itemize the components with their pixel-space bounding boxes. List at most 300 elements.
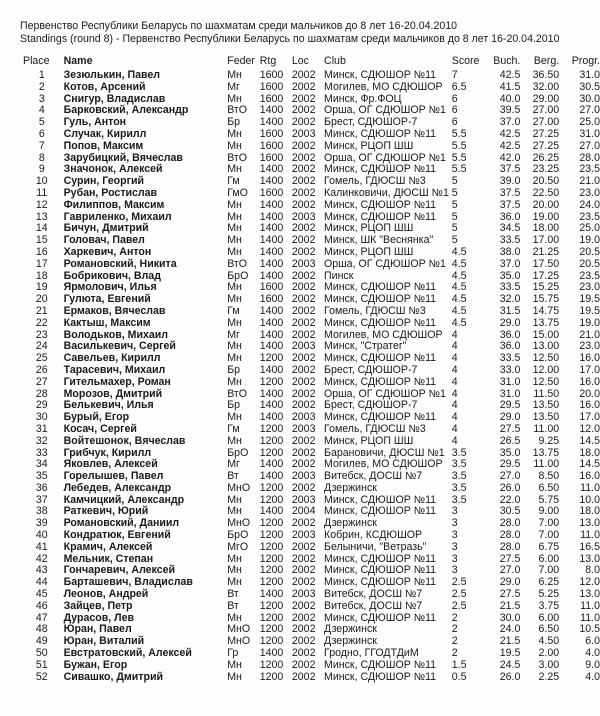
cell-progressive: 20.0 xyxy=(579,387,600,400)
cell-club: Минск, "Стратег" xyxy=(324,340,407,353)
cell-buchholz: 36.0 xyxy=(499,340,521,353)
cell-player-name: Володьков, Михаил xyxy=(63,328,169,341)
cell-club: Орша, ОГ СДЮШОР №1 xyxy=(324,151,446,164)
cell-berger: 13.75 xyxy=(532,446,560,459)
cell-score: 5.5 xyxy=(451,127,467,140)
cell-score: 5 xyxy=(451,198,458,211)
cell-player-name: Раткевич, Юрий xyxy=(63,505,149,518)
cell-progressive: 4.0 xyxy=(585,670,600,683)
cell-place: 34 xyxy=(35,458,48,471)
cell-rating: 1400 xyxy=(259,222,284,235)
cell-player-name: Сивашко, Дмитрий xyxy=(63,670,163,683)
cell-buchholz: 24.5 xyxy=(499,658,521,671)
cell-buchholz: 29.0 xyxy=(499,316,521,329)
cell-player-name: Горелышев, Павел xyxy=(63,470,164,483)
cell-place: 11 xyxy=(36,186,48,199)
cell-buchholz: 41.5 xyxy=(499,80,521,93)
cell-progressive: 13.0 xyxy=(579,517,600,530)
cell-club: Орша, ОГ СДЮШОР №1 xyxy=(324,387,446,400)
cell-birth-year: 2002 xyxy=(291,198,316,211)
cell-club: Гомель, ГДЮСШ №3 xyxy=(324,175,426,188)
cell-berger: 13.00 xyxy=(532,340,560,353)
cell-score: 3.5 xyxy=(451,458,467,471)
cell-place: 49 xyxy=(35,635,48,648)
cell-progressive: 21.0 xyxy=(579,328,600,341)
cell-berger: 7.00 xyxy=(538,564,560,577)
cell-rating: 1200 xyxy=(259,635,284,648)
cell-score: 4 xyxy=(451,387,458,400)
cell-birth-year: 2002 xyxy=(291,375,316,388)
cell-buchholz: 42.5 xyxy=(499,139,521,152)
cell-federation: БрО xyxy=(227,529,249,542)
cell-place: 12 xyxy=(35,198,48,211)
cell-club: Дзержинск xyxy=(324,481,377,494)
cell-score: 5 xyxy=(451,175,458,188)
cell-progressive: 13.0 xyxy=(579,552,600,565)
cell-berger: 12.50 xyxy=(532,375,560,388)
cell-berger: 6.50 xyxy=(538,481,560,494)
cell-place: 38 xyxy=(35,505,48,518)
cell-progressive: 16.0 xyxy=(579,470,600,483)
cell-progressive: 30.0 xyxy=(579,92,600,105)
cell-progressive: 12.0 xyxy=(579,576,600,589)
table-row xyxy=(20,672,600,684)
cell-player-name: Романовский, Никита xyxy=(63,257,177,270)
cell-place: 51 xyxy=(35,658,48,671)
cell-berger: 27.00 xyxy=(532,104,560,117)
cell-birth-year: 2002 xyxy=(291,635,316,648)
cell-score: 3.5 xyxy=(451,493,467,506)
cell-player-name: Гавриленко, Михаил xyxy=(63,210,172,223)
cell-place: 1 xyxy=(38,69,45,81)
cell-player-name: Бурый, Егор xyxy=(63,411,130,424)
cell-score: 4 xyxy=(451,422,458,435)
cell-buchholz: 33.0 xyxy=(499,363,521,376)
cell-rating: 1400 xyxy=(259,163,284,176)
cell-place: 28 xyxy=(35,387,48,400)
cell-score: 6 xyxy=(451,116,458,129)
cell-birth-year: 2002 xyxy=(291,186,316,199)
cell-club: Минск, СДЮШОР №11 xyxy=(324,564,437,577)
cell-progressive: 19.0 xyxy=(579,234,600,247)
cell-berger: 17.00 xyxy=(532,234,560,247)
cell-score: 4.5 xyxy=(451,257,467,270)
cell-club: Минск, РЦОП ШШ xyxy=(324,434,414,447)
cell-berger: 19.00 xyxy=(532,210,560,223)
cell-club: Минск, СДЮШОР №11 xyxy=(324,69,437,81)
cell-federation: Гм xyxy=(227,422,240,435)
cell-progressive: 18.0 xyxy=(579,446,600,459)
cell-player-name: Тарасевич, Михаил xyxy=(63,363,166,376)
cell-score: 4 xyxy=(451,363,458,376)
cell-berger: 7.00 xyxy=(538,529,560,542)
cell-rating: 1400 xyxy=(259,328,284,341)
cell-buchholz: 26.0 xyxy=(499,481,521,494)
cell-birth-year: 2002 xyxy=(291,281,316,294)
cell-place: 5 xyxy=(38,116,45,129)
cell-federation: ГмО xyxy=(227,186,248,199)
cell-score: 3 xyxy=(451,564,458,577)
cell-progressive: 11.0 xyxy=(580,611,600,624)
cell-buchholz: 40.0 xyxy=(499,92,521,105)
cell-federation: Мн xyxy=(227,316,242,329)
cell-berger: 13.75 xyxy=(532,316,560,329)
cell-score: 5 xyxy=(451,186,458,199)
cell-club: Брест, СДЮШОР-7 xyxy=(324,363,418,376)
cell-club: Гродно, ГГОДТДиМ xyxy=(324,647,419,660)
cell-club: Минск, СДЮШОР №11 xyxy=(324,293,437,306)
cell-federation: БрО xyxy=(227,446,249,459)
cell-progressive: 18.0 xyxy=(579,505,600,518)
cell-score: 2 xyxy=(451,647,458,660)
cell-birth-year: 2002 xyxy=(291,599,316,612)
cell-buchholz: 42.5 xyxy=(499,69,521,81)
cell-federation: Мн xyxy=(227,139,242,152)
cell-buchholz: 19.5 xyxy=(499,647,521,660)
cell-buchholz: 21.5 xyxy=(499,635,521,648)
cell-berger: 23.25 xyxy=(532,163,560,176)
cell-rating: 1400 xyxy=(259,387,284,400)
cell-berger: 8.50 xyxy=(538,470,560,483)
cell-place: 25 xyxy=(35,352,48,365)
cell-player-name: Белькевич, Илья xyxy=(63,399,154,412)
table-row xyxy=(20,483,600,495)
cell-progressive: 23.5 xyxy=(579,210,600,223)
cell-berger: 14.75 xyxy=(532,304,560,317)
cell-buchholz: 38.0 xyxy=(499,245,521,258)
table-header-row xyxy=(20,52,600,70)
cell-progressive: 19.5 xyxy=(579,293,600,306)
cell-score: 4 xyxy=(451,375,458,388)
cell-club: Минск, РЦОП ШШ xyxy=(324,222,414,235)
cell-buchholz: 28.0 xyxy=(499,517,521,530)
cell-score: 3.5 xyxy=(451,470,467,483)
cell-berger: 26.25 xyxy=(532,151,560,164)
cell-player-name: Яковлев, Алексей xyxy=(63,458,158,471)
cell-player-name: Кондратюк, Евгений xyxy=(63,529,171,542)
cell-club: Минск, Фр.ФОЦ xyxy=(324,92,402,105)
cell-progressive: 11.0 xyxy=(580,529,600,542)
cell-rating: 1400 xyxy=(259,399,284,412)
cell-rating: 1600 xyxy=(259,69,284,81)
cell-buchholz: 30.5 xyxy=(499,505,521,518)
cell-player-name: Юран, Виталий xyxy=(63,635,145,648)
cell-buchholz: 27.5 xyxy=(499,422,521,435)
cell-score: 6.5 xyxy=(451,80,467,93)
cell-berger: 20.50 xyxy=(532,175,560,188)
cell-birth-year: 2002 xyxy=(291,352,316,365)
cell-score: 3.5 xyxy=(451,481,467,494)
cell-birth-year: 2003 xyxy=(291,493,316,506)
cell-player-name: Ермаков, Вячеслав xyxy=(63,304,166,317)
cell-player-name: Гончаревич, Алексей xyxy=(63,564,176,577)
cell-birth-year: 2003 xyxy=(291,257,316,270)
cell-federation: ВтО xyxy=(227,104,248,117)
cell-federation: Мн xyxy=(227,434,242,447)
cell-federation: Мн xyxy=(227,198,242,211)
cell-club: Барановичи, ДЮСШ №1 xyxy=(324,446,445,459)
cell-federation: Гр xyxy=(227,647,239,660)
cell-rating: 1600 xyxy=(259,139,284,152)
cell-score: 4.5 xyxy=(451,293,467,306)
cell-federation: МнО xyxy=(227,623,251,636)
cell-score: 5 xyxy=(451,222,458,235)
cell-berger: 15.75 xyxy=(532,293,560,306)
cell-berger: 18.00 xyxy=(532,222,560,235)
cell-buchholz: 31.5 xyxy=(499,304,521,317)
cell-rating: 1200 xyxy=(259,564,284,577)
cell-federation: Мн xyxy=(227,493,242,506)
cell-score: 4 xyxy=(451,411,458,424)
cell-player-name: Случак, Кирилл xyxy=(63,127,147,140)
cell-player-name: Гуль, Антон xyxy=(63,116,127,129)
cell-birth-year: 2003 xyxy=(291,411,316,424)
cell-score: 4.5 xyxy=(451,281,467,294)
cell-progressive: 27.0 xyxy=(579,104,600,117)
cell-player-name: Войтешонок, Вячеслав xyxy=(63,434,186,447)
cell-club: Орша, ОГ СДЮШОР №1 xyxy=(324,257,446,270)
cell-birth-year: 2002 xyxy=(291,517,316,530)
cell-buchholz: 42.5 xyxy=(499,127,521,140)
cell-club: Дзержинск xyxy=(324,517,377,530)
cell-buchholz: 29.5 xyxy=(499,458,521,471)
cell-rating: 1200 xyxy=(259,517,284,530)
cell-score: 3 xyxy=(451,517,458,530)
cell-score: 5.5 xyxy=(451,151,467,164)
table-row xyxy=(20,601,600,613)
cell-place: 33 xyxy=(35,446,48,459)
cell-club: Минск, СДЮШОР №11 xyxy=(324,352,437,365)
cell-progressive: 23.0 xyxy=(579,340,600,353)
table-row xyxy=(20,318,600,330)
cell-birth-year: 2002 xyxy=(291,552,316,565)
cell-buchholz: 35.0 xyxy=(499,446,521,459)
cell-birth-year: 2002 xyxy=(291,316,316,329)
cell-club: Минск, СДЮШОР №11 xyxy=(324,670,437,683)
cell-birth-year: 2002 xyxy=(291,116,316,129)
cell-player-name: Барковский, Александр xyxy=(63,104,189,117)
cell-birth-year: 2002 xyxy=(291,434,316,447)
cell-birth-year: 2002 xyxy=(291,576,316,589)
cell-player-name: Лебедев, Александр xyxy=(63,481,172,494)
cell-club: Могилев, МО СДЮШОР xyxy=(324,80,443,93)
cell-player-name: Евстратовский, Алексей xyxy=(63,647,192,660)
table-row xyxy=(20,542,600,554)
cell-berger: 20.00 xyxy=(532,198,560,211)
cell-buchholz: 37.0 xyxy=(499,116,521,129)
cell-place: 19 xyxy=(35,281,48,294)
cell-rating: 1400 xyxy=(259,234,284,247)
cell-progressive: 31.0 xyxy=(579,69,600,81)
cell-player-name: Леонов, Андрей xyxy=(63,588,149,601)
cell-club: Минск, СДЮШОР №11 xyxy=(324,576,437,589)
cell-birth-year: 2002 xyxy=(291,658,316,671)
table-row xyxy=(20,200,600,212)
col-berg: Berg. xyxy=(533,55,560,67)
cell-rating: 1400 xyxy=(259,198,284,211)
cell-score: 0.5 xyxy=(451,670,467,683)
col-place: Place xyxy=(23,55,50,67)
cell-buchholz: 32.0 xyxy=(499,293,521,306)
cell-birth-year: 2002 xyxy=(291,387,316,400)
cell-rating: 1600 xyxy=(259,127,284,140)
cell-birth-year: 2003 xyxy=(291,210,316,223)
cell-player-name: Харкевич, Антон xyxy=(63,245,152,258)
cell-berger: 6.00 xyxy=(538,552,560,565)
cell-club: Минск, СДЮШОР №11 xyxy=(324,127,437,140)
table-row xyxy=(20,660,600,672)
cell-rating: 1400 xyxy=(259,411,284,424)
cell-berger: 2.25 xyxy=(538,670,560,683)
cell-score: 4 xyxy=(451,352,458,365)
cell-berger: 17.25 xyxy=(532,269,560,282)
cell-score: 3 xyxy=(451,529,458,542)
cell-club: Минск, СДЮШОР №11 xyxy=(324,411,437,424)
cell-birth-year: 2002 xyxy=(291,293,316,306)
cell-berger: 21.25 xyxy=(532,245,560,258)
cell-score: 4.5 xyxy=(451,316,467,329)
cell-federation: Мн xyxy=(227,92,242,105)
cell-rating: 1200 xyxy=(259,658,284,671)
cell-federation: Мн xyxy=(227,222,242,235)
cell-player-name: Бичун, Дмитрий xyxy=(63,222,149,235)
cell-buchholz: 35.0 xyxy=(499,269,521,282)
cell-birth-year: 2002 xyxy=(291,328,316,341)
cell-player-name: Бобрикович, Влад xyxy=(63,269,161,282)
cell-buchholz: 24.0 xyxy=(499,623,521,636)
cell-progressive: 14.5 xyxy=(579,458,600,471)
cell-club: Минск, СДЮШОР №11 xyxy=(324,658,437,671)
cell-buchholz: 31.0 xyxy=(499,387,521,400)
cell-berger: 27.25 xyxy=(532,139,560,152)
cell-rating: 1200 xyxy=(259,481,284,494)
cell-place: 20 xyxy=(35,293,48,306)
col-feder: Feder xyxy=(227,55,255,67)
cell-birth-year: 2002 xyxy=(291,80,316,93)
cell-federation: Мг xyxy=(227,80,240,93)
cell-place: 44 xyxy=(35,576,48,589)
cell-birth-year: 2002 xyxy=(291,245,316,258)
cell-progressive: 19.5 xyxy=(579,304,600,317)
cell-rating: 1200 xyxy=(259,352,284,365)
cell-rating: 1400 xyxy=(259,116,284,129)
cell-federation: Бр xyxy=(227,399,241,412)
cell-berger: 12.50 xyxy=(532,352,560,365)
cell-rating: 1600 xyxy=(259,186,284,199)
col-loc: Loc xyxy=(291,55,309,67)
cell-player-name: Гительмахер, Роман xyxy=(63,375,171,388)
cell-berger: 17.50 xyxy=(532,257,560,270)
standings-table xyxy=(20,52,600,683)
cell-place: 29 xyxy=(35,399,48,412)
cell-birth-year: 2002 xyxy=(291,139,316,152)
cell-birth-year: 2002 xyxy=(291,69,316,81)
cell-player-name: Барташевич, Владислав xyxy=(63,576,193,589)
cell-rating: 1400 xyxy=(259,470,284,483)
table-row xyxy=(20,82,600,94)
cell-player-name: Романовский, Даниил xyxy=(63,517,180,530)
cell-buchholz: 28.0 xyxy=(499,529,521,542)
cell-berger: 15.00 xyxy=(532,328,560,341)
cell-rating: 1400 xyxy=(259,104,284,117)
cell-federation: Мн xyxy=(227,340,242,353)
cell-federation: Мн xyxy=(227,293,242,306)
cell-berger: 13.50 xyxy=(532,399,560,412)
cell-federation: Мн xyxy=(227,281,242,294)
cell-berger: 3.00 xyxy=(538,658,560,671)
cell-progressive: 11.0 xyxy=(580,599,600,612)
cell-federation: Бр xyxy=(227,363,241,376)
table-row xyxy=(20,247,600,259)
cell-club: Минск, СДЮШОР №11 xyxy=(324,316,437,329)
cell-progressive: 25.0 xyxy=(579,222,600,235)
cell-club: Минск, ШК "Веснянка" xyxy=(324,234,434,247)
cell-player-name: Кактыш, Максим xyxy=(63,316,151,329)
cell-berger: 13.50 xyxy=(532,411,560,424)
cell-place: 37 xyxy=(35,493,48,506)
cell-berger: 5.25 xyxy=(538,588,560,601)
cell-club: Могилев, МО СДЮШОР xyxy=(324,328,443,341)
cell-score: 5.5 xyxy=(451,163,467,176)
cell-federation: Мн xyxy=(227,245,242,258)
table-row xyxy=(20,306,600,318)
cell-club: Гомель, ГДЮСШ №3 xyxy=(324,422,426,435)
cell-federation: Мн xyxy=(227,210,242,223)
cell-berger: 6.75 xyxy=(538,540,560,553)
cell-club: Дзержинск xyxy=(324,623,377,636)
cell-berger: 6.25 xyxy=(538,576,560,589)
cell-federation: Мн xyxy=(227,564,242,577)
cell-federation: МнО xyxy=(227,635,251,648)
table-row xyxy=(20,259,600,271)
cell-birth-year: 2002 xyxy=(291,623,316,636)
cell-berger: 11.00 xyxy=(533,422,560,435)
cell-club: Витебск, ДОСШ №7 xyxy=(324,599,423,612)
cell-buchholz: 28.0 xyxy=(499,540,521,553)
cell-player-name: Рубан, Ростислав xyxy=(63,186,158,199)
cell-progressive: 17.0 xyxy=(579,411,600,424)
cell-progressive: 21.0 xyxy=(579,175,600,188)
cell-buchholz: 37.5 xyxy=(499,198,521,211)
cell-rating: 1400 xyxy=(259,363,284,376)
cell-rating: 1600 xyxy=(259,293,284,306)
cell-buchholz: 37.0 xyxy=(499,257,521,270)
cell-player-name: Сурин, Георгий xyxy=(63,175,145,188)
cell-buchholz: 36.0 xyxy=(499,328,521,341)
cell-place: 50 xyxy=(35,647,48,660)
cell-club: Минск, СДЮШОР №11 xyxy=(324,210,437,223)
cell-place: 4 xyxy=(38,104,45,117)
cell-rating: 1200 xyxy=(259,493,284,506)
cell-player-name: Мельник, Степан xyxy=(63,552,154,565)
cell-player-name: Зарубицкий, Вячеслав xyxy=(63,151,183,164)
cell-berger: 9.00 xyxy=(538,505,560,518)
cell-progressive: 16.0 xyxy=(579,352,600,365)
cell-progressive: 12.0 xyxy=(579,422,600,435)
cell-buchholz: 37.5 xyxy=(499,163,521,176)
cell-berger: 36.50 xyxy=(532,69,560,81)
cell-rating: 1200 xyxy=(259,529,284,542)
cell-birth-year: 2003 xyxy=(291,422,316,435)
cell-federation: Бр xyxy=(227,116,241,129)
cell-place: 17 xyxy=(35,257,48,270)
cell-progressive: 27.0 xyxy=(579,139,600,152)
cell-federation: Мн xyxy=(227,411,242,424)
cell-player-name: Дурасов, Лев xyxy=(63,611,134,624)
cell-player-name: Значонок, Алексей xyxy=(63,163,163,176)
cell-rating: 1400 xyxy=(259,257,284,270)
cell-player-name: Зайцев, Петр xyxy=(63,599,133,612)
